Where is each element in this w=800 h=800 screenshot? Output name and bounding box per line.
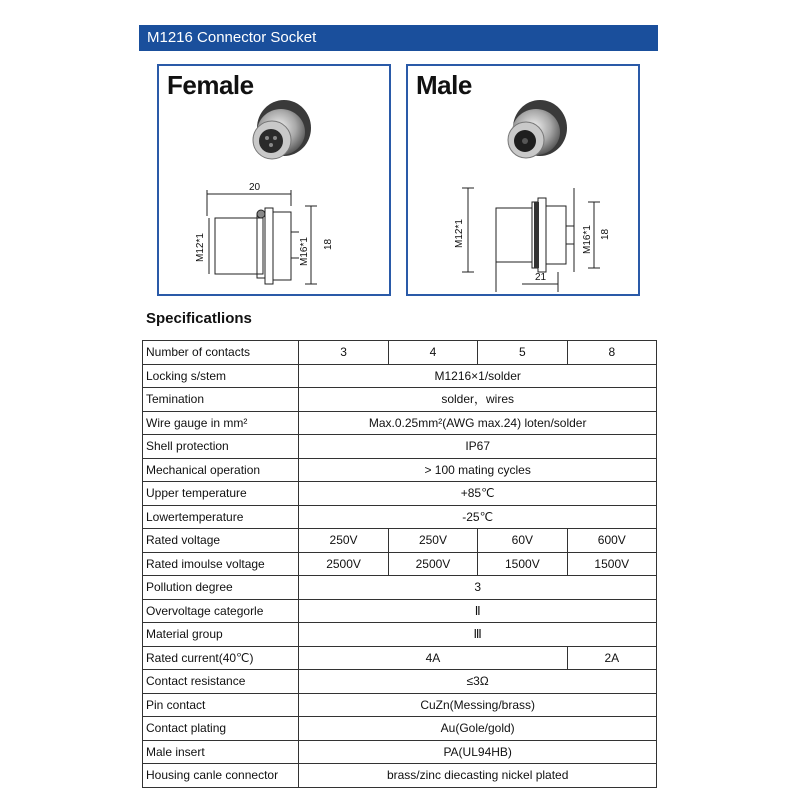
- row-label: Wire gauge in mm²: [143, 411, 299, 435]
- table-row: [143, 670, 657, 694]
- row-label: Contact plating: [143, 717, 299, 741]
- row-label: Rated imoulse voltage: [143, 552, 299, 576]
- table-row: [143, 341, 657, 365]
- table-cell: 2A: [567, 646, 656, 670]
- table-row: [143, 458, 657, 482]
- table-row: [143, 411, 657, 435]
- table-row: [143, 482, 657, 506]
- row-label: Housing canle connector: [143, 764, 299, 788]
- table-cell: 5: [478, 341, 567, 365]
- table-row: [143, 552, 657, 576]
- row-label: Mechanical operation: [143, 458, 299, 482]
- table-row: [143, 435, 657, 459]
- row-label: Number of contacts: [143, 341, 299, 365]
- male-connector-photo: [408, 66, 640, 296]
- table-row: [143, 364, 657, 388]
- table-cell: -25℃: [299, 505, 657, 529]
- table-cell: 2500V: [299, 552, 388, 576]
- female-dim-left: M12*1: [195, 233, 206, 262]
- table-cell: 8: [567, 341, 656, 365]
- specifications-table: [142, 340, 657, 788]
- row-label: Shell protection: [143, 435, 299, 459]
- female-dim-height: 18: [323, 238, 334, 250]
- row-label: Pollution degree: [143, 576, 299, 600]
- table-cell: M1216×1/solder: [299, 364, 657, 388]
- table-cell: 4: [388, 341, 477, 365]
- table-row: [143, 529, 657, 553]
- male-panel: [406, 64, 640, 296]
- table-cell: 600V: [567, 529, 656, 553]
- male-dim-right: M16*1: [582, 225, 593, 254]
- row-label: Overvoltage categorle: [143, 599, 299, 623]
- table-row: [143, 693, 657, 717]
- row-label: Contact resistance: [143, 670, 299, 694]
- table-cell: 2500V: [388, 552, 477, 576]
- table-cell: > 100 mating cycles: [299, 458, 657, 482]
- row-label: Rated voltage: [143, 529, 299, 553]
- table-row: [143, 599, 657, 623]
- male-dim-width: 21: [535, 272, 547, 283]
- page-title: M1216 Connector Socket: [139, 25, 658, 51]
- female-connector-photo: [159, 66, 391, 296]
- table-row: [143, 576, 657, 600]
- male-label: Male: [416, 70, 472, 100]
- row-label: Lowertemperature: [143, 505, 299, 529]
- table-cell: CuZn(Messing/brass): [299, 693, 657, 717]
- table-row: [143, 740, 657, 764]
- female-panel: [157, 64, 391, 296]
- female-label: Female: [167, 70, 254, 100]
- table-cell: +85℃: [299, 482, 657, 506]
- table-cell: Max.0.25mm²(AWG max.24) loten/solder: [299, 411, 657, 435]
- row-label: Temination: [143, 388, 299, 412]
- table-cell: 3: [299, 341, 388, 365]
- specifications-heading: Specificatlions: [146, 310, 252, 327]
- male-dim-height: 18: [600, 228, 611, 240]
- table-cell: Ⅲ: [299, 623, 657, 647]
- table-cell: Au(Gole/gold): [299, 717, 657, 741]
- table-cell: brass/zinc diecasting nickel plated: [299, 764, 657, 788]
- row-label: Material group: [143, 623, 299, 647]
- table-cell: solder，wires: [299, 388, 657, 412]
- female-dim-width: 20: [249, 182, 261, 193]
- table-cell: 1500V: [567, 552, 656, 576]
- table-row: [143, 717, 657, 741]
- row-label: Male insert: [143, 740, 299, 764]
- table-cell: Ⅱ: [299, 599, 657, 623]
- row-label: Locking s/stem: [143, 364, 299, 388]
- table-cell: 1500V: [478, 552, 567, 576]
- table-row: [143, 764, 657, 788]
- female-dim-right: M16*1: [299, 237, 310, 266]
- table-cell: PA(UL94HB): [299, 740, 657, 764]
- table-row: [143, 646, 657, 670]
- row-label: Upper temperature: [143, 482, 299, 506]
- table-cell: 250V: [299, 529, 388, 553]
- table-cell: IP67: [299, 435, 657, 459]
- table-row: [143, 388, 657, 412]
- table-cell: 60V: [478, 529, 567, 553]
- male-dim-left: M12*1: [454, 219, 465, 248]
- row-label: Pin contact: [143, 693, 299, 717]
- table-row: [143, 623, 657, 647]
- table-cell: 3: [299, 576, 657, 600]
- table-cell: 4A: [299, 646, 567, 670]
- table-cell: ≤3Ω: [299, 670, 657, 694]
- table-row: [143, 505, 657, 529]
- table-cell: 250V: [388, 529, 477, 553]
- row-label: Rated current(40℃): [143, 646, 299, 670]
